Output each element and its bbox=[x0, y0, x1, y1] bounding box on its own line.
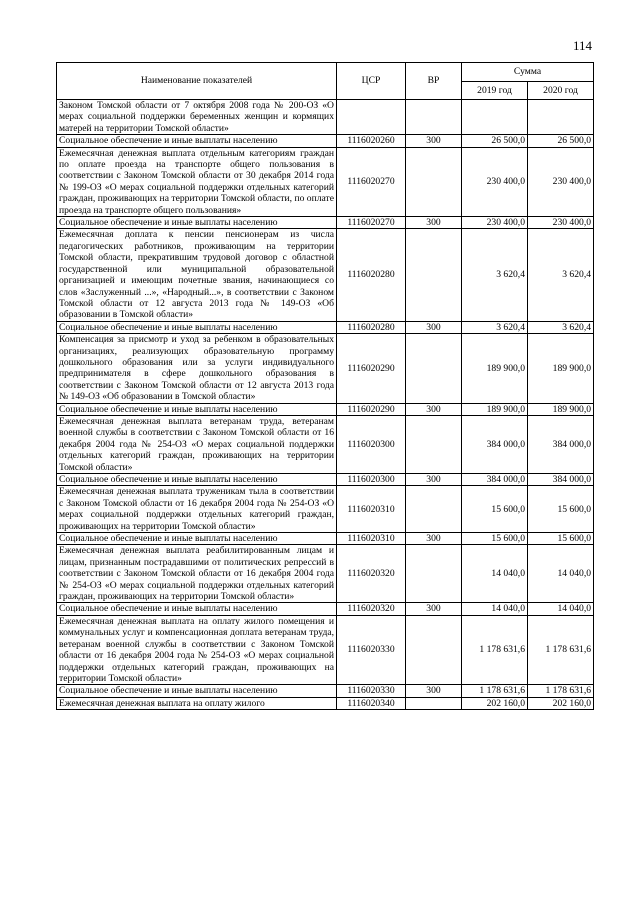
row-csr-cell: 1116020260 bbox=[337, 135, 406, 147]
row-amount-2019-cell: 230 400,0 bbox=[462, 147, 528, 216]
row-name-cell: Социальное обеспечение и иные выплаты населению bbox=[57, 685, 337, 697]
row-amount-2020-cell: 14 040,0 bbox=[528, 603, 594, 615]
table-row-program bbox=[57, 147, 594, 216]
row-csr-cell: 1116020270 bbox=[337, 217, 406, 229]
row-csr-cell: 1116020320 bbox=[337, 603, 406, 615]
row-name-cell: Социальное обеспечение и иные выплаты населению bbox=[57, 533, 337, 545]
row-amount-2019-cell bbox=[462, 100, 528, 135]
header-csr: ЦСР bbox=[337, 63, 406, 100]
table-row-program bbox=[57, 100, 594, 135]
row-amount-2020-cell: 14 040,0 bbox=[528, 545, 594, 603]
row-amount-2020-cell: 230 400,0 bbox=[528, 147, 594, 216]
row-name-cell: Социальное обеспечение и иные выплаты населению bbox=[57, 321, 337, 333]
row-vr-cell bbox=[406, 486, 462, 533]
row-vr-cell bbox=[406, 334, 462, 403]
row-name-cell: Ежемесячная денежная выплата реабилитированным лицам и лицам, признанным пострадавшими от политических репрессий в соответствии с Законом Томской области от 16 декабря 2004 года № 254-ОЗ «О мерах социальной поддержки отдельных категорий граждан, проживающих на территории Томской области» bbox=[57, 545, 337, 603]
row-name-cell: Ежемесячная денежная выплата труженикам тыла в соответствии с Законом Томской области от 16 декабря 2004 года № 254-ОЗ «О мерах социальной поддержки отдельных категорий граждан, проживающих на территории Томской области» bbox=[57, 486, 337, 533]
row-csr-cell: 1116020330 bbox=[337, 615, 406, 684]
row-csr-cell: 1116020340 bbox=[337, 697, 406, 709]
table-row-expenditure-type bbox=[57, 217, 594, 229]
table-row-program bbox=[57, 334, 594, 403]
row-amount-2019-cell: 384 000,0 bbox=[462, 474, 528, 486]
row-name-cell: Ежемесячная доплата к пенсии пенсионерам из числа педагогических работников, проживающим на территории Томской области, прекратившим трудовой договор с областной государственной или муниципальной образовательной организацией и имеющим почетные звания, начинающиеся со слов «Заслуженный ...», «Народный...», в соответствии с Законом Томской области от 12 августа 2013 года № 149-ОЗ «Об образовании в Томской области» bbox=[57, 229, 337, 321]
row-amount-2020-cell: 1 178 631,6 bbox=[528, 685, 594, 697]
row-csr-cell bbox=[337, 100, 406, 135]
budget-table bbox=[56, 62, 594, 710]
table-row-expenditure-type bbox=[57, 533, 594, 545]
row-name-cell: Социальное обеспечение и иные выплаты населению bbox=[57, 403, 337, 415]
row-amount-2019-cell: 202 160,0 bbox=[462, 697, 528, 709]
row-amount-2020-cell: 26 500,0 bbox=[528, 135, 594, 147]
table-row-expenditure-type bbox=[57, 321, 594, 333]
row-name-cell: Социальное обеспечение и иные выплаты населению bbox=[57, 474, 337, 486]
row-amount-2020-cell: 15 600,0 bbox=[528, 486, 594, 533]
row-vr-cell: 300 bbox=[406, 603, 462, 615]
table-row-program bbox=[57, 486, 594, 533]
row-csr-cell: 1116020330 bbox=[337, 685, 406, 697]
row-vr-cell: 300 bbox=[406, 217, 462, 229]
row-amount-2020-cell: 3 620,4 bbox=[528, 321, 594, 333]
table-row-program bbox=[57, 697, 594, 709]
row-amount-2020-cell: 15 600,0 bbox=[528, 533, 594, 545]
row-vr-cell: 300 bbox=[406, 533, 462, 545]
table-row-program bbox=[57, 615, 594, 684]
table-row-expenditure-type bbox=[57, 685, 594, 697]
row-csr-cell: 1116020280 bbox=[337, 321, 406, 333]
row-amount-2020-cell: 384 000,0 bbox=[528, 415, 594, 473]
row-amount-2019-cell: 14 040,0 bbox=[462, 545, 528, 603]
row-amount-2019-cell: 384 000,0 bbox=[462, 415, 528, 473]
row-name-cell: Социальное обеспечение и иные выплаты населению bbox=[57, 217, 337, 229]
table-row-program bbox=[57, 229, 594, 321]
row-name-cell: Законом Томской области от 7 октября 2008 года № 200-ОЗ «О мерах социальной поддержки беременных женщин и кормящих матерей на территории Томской области» bbox=[57, 100, 337, 135]
row-csr-cell: 1116020320 bbox=[337, 545, 406, 603]
row-amount-2019-cell: 26 500,0 bbox=[462, 135, 528, 147]
row-csr-cell: 1116020270 bbox=[337, 147, 406, 216]
row-csr-cell: 1116020290 bbox=[337, 334, 406, 403]
table-row-expenditure-type bbox=[57, 403, 594, 415]
row-csr-cell: 1116020280 bbox=[337, 229, 406, 321]
header-year-2020: 2020 год bbox=[528, 81, 594, 100]
row-amount-2019-cell: 14 040,0 bbox=[462, 603, 528, 615]
row-amount-2019-cell: 15 600,0 bbox=[462, 533, 528, 545]
row-amount-2019-cell: 189 900,0 bbox=[462, 403, 528, 415]
row-amount-2020-cell: 3 620,4 bbox=[528, 229, 594, 321]
row-csr-cell: 1116020290 bbox=[337, 403, 406, 415]
row-csr-cell: 1116020300 bbox=[337, 415, 406, 473]
row-vr-cell bbox=[406, 100, 462, 135]
row-vr-cell: 300 bbox=[406, 135, 462, 147]
row-vr-cell bbox=[406, 147, 462, 216]
row-name-cell: Социальное обеспечение и иные выплаты населению bbox=[57, 135, 337, 147]
row-csr-cell: 1116020300 bbox=[337, 474, 406, 486]
table-row-program bbox=[57, 545, 594, 603]
row-amount-2020-cell: 384 000,0 bbox=[528, 474, 594, 486]
row-vr-cell bbox=[406, 697, 462, 709]
row-amount-2020-cell: 189 900,0 bbox=[528, 403, 594, 415]
header-sum: Сумма bbox=[462, 63, 594, 82]
row-vr-cell: 300 bbox=[406, 403, 462, 415]
row-vr-cell: 300 bbox=[406, 685, 462, 697]
row-vr-cell bbox=[406, 615, 462, 684]
table-header bbox=[57, 63, 594, 100]
row-name-cell: Компенсация за присмотр и уход за ребенком в образовательных организациях, реализующих образовательную программу дошкольного образования или за услуги индивидуального предпринимателя в сфере дошкольного образования в соответствии с Законом Томской области от 12 августа 2013 года № 149-ОЗ «Об образовании в Томской области» bbox=[57, 334, 337, 403]
row-name-cell: Ежемесячная денежная выплата на оплату жилого помещения и коммунальных услуг и компенсационная доплата ветеранам труда, ветеранам военной службы в соответствии с Законом Томской области от 16 декабря 2004 года № 254-ОЗ «О мерах социальной поддержки отдельных категорий граждан, проживающих на территории Томской области» bbox=[57, 615, 337, 684]
row-amount-2019-cell: 3 620,4 bbox=[462, 321, 528, 333]
row-vr-cell: 300 bbox=[406, 474, 462, 486]
table-row-expenditure-type bbox=[57, 474, 594, 486]
row-amount-2020-cell: 1 178 631,6 bbox=[528, 615, 594, 684]
row-vr-cell bbox=[406, 229, 462, 321]
page-number: 114 bbox=[572, 38, 592, 53]
row-name-cell: Социальное обеспечение и иные выплаты населению bbox=[57, 603, 337, 615]
header-year-2019: 2019 год bbox=[462, 81, 528, 100]
row-csr-cell: 1116020310 bbox=[337, 533, 406, 545]
row-amount-2019-cell: 189 900,0 bbox=[462, 334, 528, 403]
row-amount-2019-cell: 230 400,0 bbox=[462, 217, 528, 229]
row-vr-cell: 300 bbox=[406, 321, 462, 333]
row-csr-cell: 1116020310 bbox=[337, 486, 406, 533]
row-amount-2019-cell: 3 620,4 bbox=[462, 229, 528, 321]
table-row-expenditure-type bbox=[57, 135, 594, 147]
row-name-cell: Ежемесячная денежная выплата отдельным категориям граждан по оплате проезда на транспорте общего пользования в соответствии с Законом Томской области от 30 декабря 2014 года № 199-ОЗ «О мерах социальной поддержки отдельных категорий граждан, проживающих на территории Томской области, по оплате проезда на транспорте общего пользования» bbox=[57, 147, 337, 216]
row-name-cell: Ежемесячная денежная выплата ветеранам труда, ветеранам военной службы в соответствии с Законом Томской области от 16 декабря 2004 года № 254-ОЗ «О мерах социальной поддержки отдельных категорий граждан, проживающих на территории Томской области» bbox=[57, 415, 337, 473]
row-vr-cell bbox=[406, 545, 462, 603]
row-name-cell: Ежемесячная денежная выплата на оплату жилого bbox=[57, 697, 337, 709]
table-row-expenditure-type bbox=[57, 603, 594, 615]
row-vr-cell bbox=[406, 415, 462, 473]
table-body bbox=[57, 100, 594, 710]
row-amount-2019-cell: 15 600,0 bbox=[462, 486, 528, 533]
row-amount-2020-cell: 230 400,0 bbox=[528, 217, 594, 229]
row-amount-2020-cell: 202 160,0 bbox=[528, 697, 594, 709]
row-amount-2020-cell bbox=[528, 100, 594, 135]
row-amount-2020-cell: 189 900,0 bbox=[528, 334, 594, 403]
table-row-program bbox=[57, 415, 594, 473]
header-vr: ВР bbox=[406, 63, 462, 100]
row-amount-2019-cell: 1 178 631,6 bbox=[462, 615, 528, 684]
row-amount-2019-cell: 1 178 631,6 bbox=[462, 685, 528, 697]
header-name: Наименование показателей bbox=[57, 63, 337, 100]
